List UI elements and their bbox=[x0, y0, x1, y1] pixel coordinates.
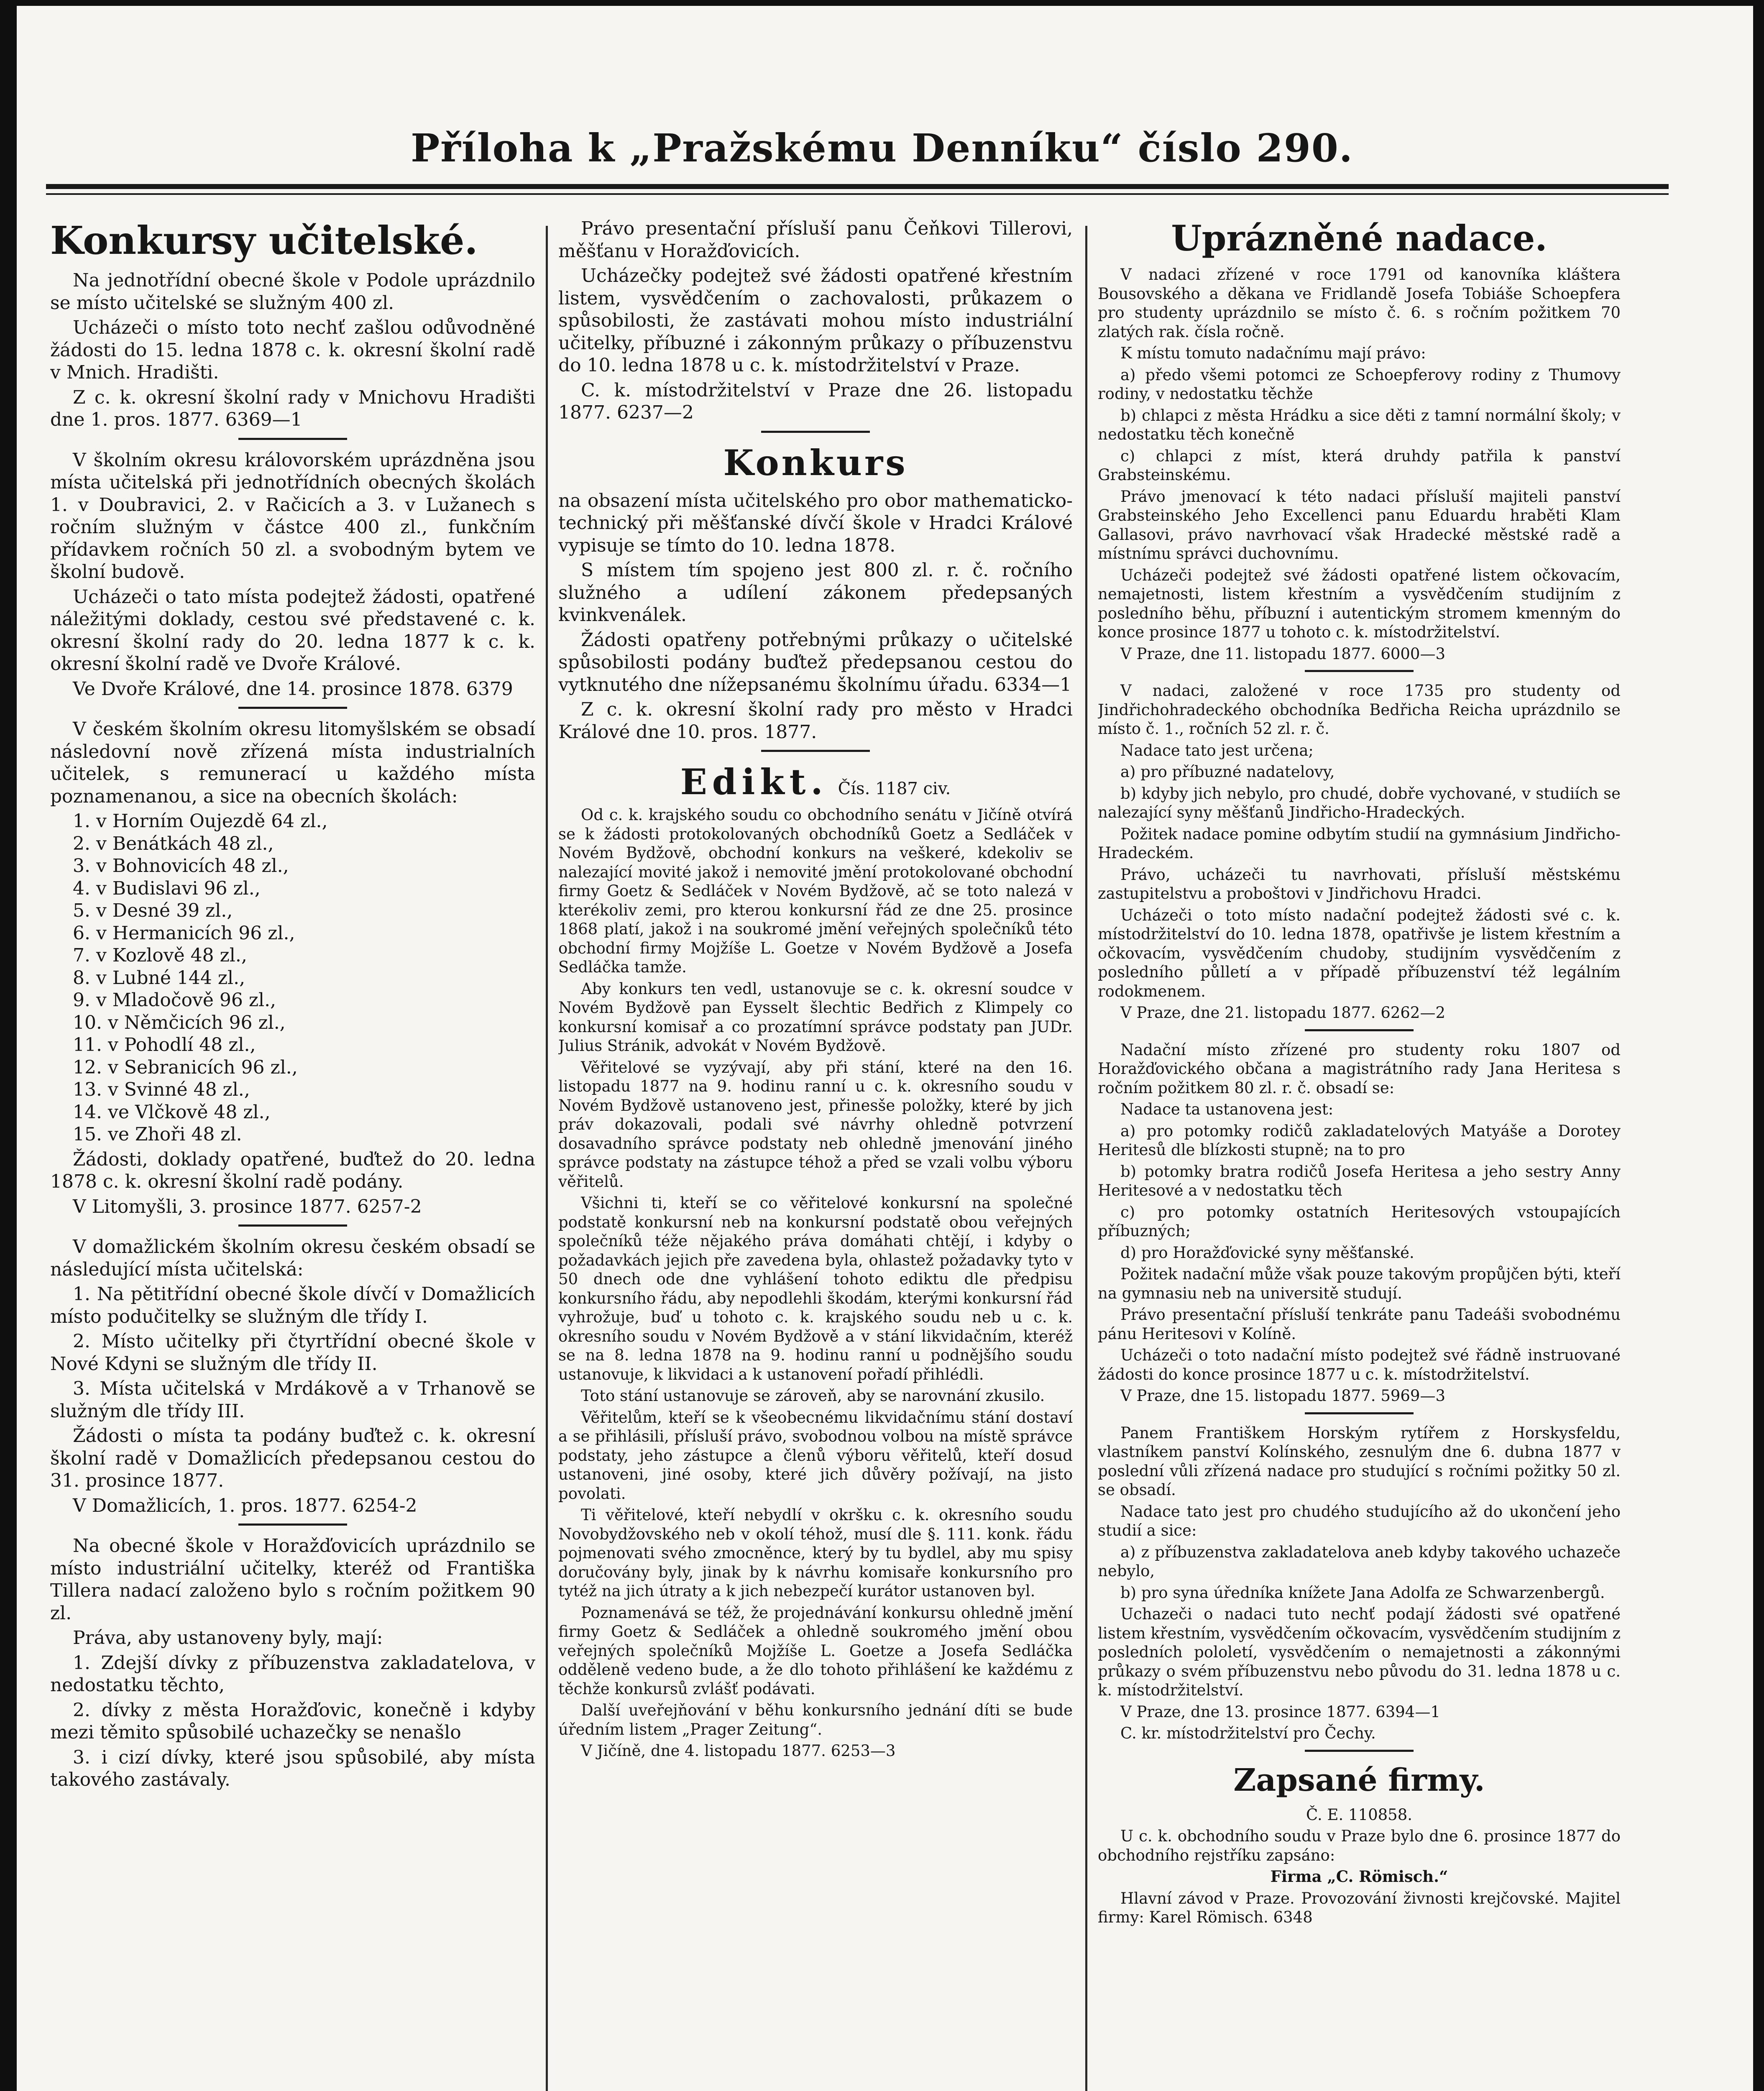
notice-paragraph: c) chlapci z míst, která druhdy patřila k panství Grabsteinskému. bbox=[1098, 447, 1621, 484]
notice-paragraph: a) pro potomky rodičů zakladatelových Matyáše a Dorotey Heritesů dle blízkosti stupně; na to pro bbox=[1098, 1122, 1621, 1159]
notice-paragraph: 3. Místa učitelská v Mrdákově a v Trhanově se služným dle třídy III. bbox=[50, 1378, 535, 1422]
notice-paragraph: Žádosti opatřeny potřebnými průkazy o učitelské spůsobilosti podány buďtež předepsanou cestou do vytknutého dne nížepsanému školnímu úřadu. 6334—1 bbox=[558, 629, 1073, 695]
notice-paragraph: 2. dívky z města Horažďovic, konečně i kdyby mezi těmito spůsobilé uchazečky se nenašlo bbox=[50, 1699, 535, 1743]
notice-paragraph: a) předo všemi potomci ze Schoepferovy rodiny z Thumovy rodiny, v nedostatku těchže bbox=[1098, 366, 1621, 403]
list-item: 11. v Pohodlí 48 zl., bbox=[73, 1034, 256, 1056]
section-heading: Konkurs bbox=[723, 442, 908, 483]
notice-paragraph: Právo presentační přísluší panu Čeňkovi Tillerovi, měšťanu v Horažďovicích. bbox=[558, 218, 1073, 262]
column-divider bbox=[1085, 226, 1087, 2091]
notice-paragraph: V domažlickém školním okresu českém obsadí se následující místa učitelská: bbox=[50, 1236, 535, 1280]
notice-paragraph: Ucházeči o tato místa podejtež žádosti, opatřené náležitými doklady, cestou své představené c. k. okresní školní rady do 20. ledna 1877 k c. k. okresní školní radě ve Dvoře Králové. bbox=[50, 586, 535, 675]
page-header-title: Příloha k „Pražskému Denníku“ číslo 290. bbox=[411, 125, 1353, 171]
notice-paragraph: a) z příbuzenstva zakladatelova aneb kdyby takového uchazeče nebylo, bbox=[1098, 1543, 1621, 1580]
notice-paragraph: Právo jmenovací k této nadaci přísluší majiteli panství Grabsteinského Jeho Excellenci panu Eduardu hraběti Klam Gallasovi, právo navrhovací však Hradecké městské radě a místnímu správci duchovnímu. bbox=[1098, 487, 1621, 562]
notice-paragraph: V českém školním okresu litomyšlském se obsadí následovní nově zřízená místa industrialních učitelek, s remunerací u každého místa poznamenanou, a sice na obecních školách: bbox=[50, 718, 535, 807]
scan-edge-left bbox=[0, 0, 17, 2091]
notice-signature: Z c. k. okresní školní rady pro město v Hradci Králové dne 10. pros. 1877. bbox=[558, 699, 1073, 743]
scan-edge-right bbox=[1753, 0, 1764, 2091]
notice-paragraph: c) pro potomky ostatních Heritesových vstoupajících příbuzných; bbox=[1098, 1203, 1621, 1240]
notice-separator bbox=[761, 750, 870, 752]
notice-paragraph: Ucházeči podejtež své žádosti opatřené listem očkovacím, nemajetnosti, listem křestním a vysvědčením studijním z posledního běhu, příbuzní i autentickým stromem kmenným do konce prosince 1877 u tohoto c. k. místodržitelství. bbox=[1098, 566, 1621, 641]
edikt-number: Čís. 1187 civ. bbox=[838, 779, 951, 798]
list-item: 1. v Horním Oujezdě 64 zl., bbox=[73, 810, 328, 832]
notice-paragraph: K místu tomuto nadačnímu mají právo: bbox=[1120, 344, 1426, 362]
column-3 bbox=[1098, 217, 1621, 2091]
notice-separator bbox=[1305, 1029, 1414, 1031]
notice-signature: V Domažlicích, 1. pros. 1877. 6254-2 bbox=[73, 1495, 417, 1516]
column-2 bbox=[558, 217, 1073, 2091]
notice-paragraph: b) chlapci z města Hrádku a sice děti z tamní normální školy; v nedostatku těch konečně bbox=[1098, 406, 1621, 443]
notice-paragraph: Věřitelům, kteří se k všeobecnému likvidačnímu stání dostaví a se přihlásili, přísluší právo, svobodnou volbou na místě správce podstaty, jeho zástupce a členů výboru věřitelů, kteří dosud ustanoveni, jiné osoby, které jich důvěry požívají, na jisto povolati. bbox=[558, 1408, 1073, 1503]
register-number: Č. E. 110858. bbox=[1306, 1805, 1413, 1824]
notice-paragraph: na obsazení místa učitelského pro obor mathematicko-technický při měšťanské dívčí škole v Hradci Králové vypisuje se tímto do 10. ledna 1878. bbox=[558, 490, 1073, 556]
notice-paragraph: Poznamenává se též, že projednávání konkursu ohledně jmění firmy Goetz & Sedláček a ohledně soukromého jmění obou veřejných společníků Mojžíše L. Goetze a Josefa Sedláčka odděleně vedeno bude, a že dlo tohoto přihlášení ke každému z těchže konkursů zvlášť podávati. bbox=[558, 1603, 1073, 1698]
notice-paragraph: d) pro Horažďovické syny měšťanské. bbox=[1120, 1243, 1414, 1262]
notice-paragraph: 3. i cizí dívky, které jsou spůsobilé, aby místa takového zastávaly. bbox=[50, 1746, 535, 1790]
notice-paragraph: Požitek nadace pomine odbytím studií na gymnásium Jindřicho-Hradeckém. bbox=[1098, 825, 1621, 862]
list-item: 4. v Budislavi 96 zl., bbox=[73, 877, 261, 899]
notice-signature: C. k. místodržitelství v Praze dne 26. listopadu 1877. 6237—2 bbox=[558, 379, 1073, 423]
notice-paragraph: Nadační místo zřízené pro studenty roku 1807 od Horažďovického občana a magistrátního rady Jana Heritesa s ročním požitkem 80 zl. r. č. obsadí se: bbox=[1098, 1040, 1621, 1097]
list-item: 14. ve Vlčkově 48 zl., bbox=[73, 1101, 271, 1123]
list-item: 8. v Lubné 144 zl., bbox=[73, 967, 245, 989]
notice-signature: V Praze, dne 21. listopadu 1877. 6262—2 bbox=[1120, 1004, 1446, 1022]
notice-separator bbox=[238, 707, 347, 709]
notice-signature: V Praze, dne 11. listopadu 1877. 6000—3 bbox=[1120, 644, 1446, 663]
list-item: 3. v Bohnovicích 48 zl., bbox=[73, 855, 289, 877]
notice-paragraph: Hlavní závod v Praze. Provozování živnosti krejčovské. Majitel firmy: Karel Römisch. 6348 bbox=[1098, 1889, 1621, 1926]
list-item: 7. v Kozlově 48 zl., bbox=[73, 945, 247, 966]
firm-name: Firma „C. Römisch.“ bbox=[1270, 1867, 1448, 1886]
notice-separator bbox=[1305, 1412, 1414, 1414]
notice-separator bbox=[238, 1224, 347, 1227]
notice-paragraph: U c. k. obchodního soudu v Praze bylo dne 6. prosince 1877 do obchodního rejstříku zapsáno: bbox=[1098, 1827, 1621, 1864]
list-item: 12. v Sebranicích 96 zl., bbox=[73, 1056, 298, 1078]
notice-paragraph: 1. Na pětitřídní obecné škole dívčí v Domažlicích místo podučitelky se služným dle třídy I. bbox=[50, 1283, 535, 1327]
school-list bbox=[50, 810, 535, 1146]
notice-signature: C. kr. místodržitelství pro Čechy. bbox=[1120, 1724, 1376, 1742]
header-rule-thin bbox=[46, 193, 1669, 195]
notice-paragraph: 2. Místo učitelky při čtyrtřídní obecné škole v Nové Kdyni se služným dle třídy II. bbox=[50, 1331, 535, 1375]
notice-paragraph: Uchazeči o nadaci tuto nechť podají žádosti své opatřené listem křestním, vysvědčením očkovacím, vysvědčením studijním z posledních pololetí, vysvědčením o nemajetnosti a zákonnými průkazy o svém příbuzenstvu nebo původu do 31. ledna 1878 u c. k. místodržitelství. bbox=[1098, 1605, 1621, 1699]
notice-paragraph: Věřitelové se vyzývají, aby při stání, které na den 16. listopadu 1877 na 9. hodinu ranní u c. k. okresního soudu v Novém Bydžově ustanoveno jest, přinesše položky, které by jich práv dokazovali, podali své návrhy ohledně potvrzení dosavadního správce podstaty neb ohledně jmenování jiného správce podstaty na zástupce téhož a před se vzali volbu výboru věřitelů. bbox=[558, 1058, 1073, 1191]
list-item: 10. v Němčicích 96 zl., bbox=[73, 1012, 286, 1033]
notice-paragraph: Žádosti, doklady opatřené, buďtež do 20. ledna 1878 c. k. okresní školní radě podány. bbox=[50, 1148, 535, 1192]
notice-paragraph: Ucházeči o místo toto nechť zašlou odůvodněné žádosti do 15. ledna 1878 c. k. okresní školní radě v Mnich. Hradišti. bbox=[50, 317, 535, 383]
notice-signature: V Praze, dne 15. listopadu 1877. 5969—3 bbox=[1120, 1387, 1446, 1405]
notice-separator bbox=[1305, 670, 1414, 672]
notice-paragraph: Panem Františkem Horským rytířem z Horskysfeldu, vlastníkem panství Kolínského, zesnulým dne 6. dubna 1877 v poslední vůli zřízená nadace pro studující s ročními požitky 50 zl. se obsadí. bbox=[1098, 1424, 1621, 1499]
notice-signature: V Litomyšli, 3. prosince 1877. 6257-2 bbox=[73, 1196, 422, 1217]
notice-paragraph: b) kdyby jich nebylo, pro chudé, dobře vychované, v studiích se nalezající syny měšťanů Jindřicho-Hradeckých. bbox=[1098, 784, 1621, 821]
notice-paragraph: Od c. k. krajského soudu co obchodního senátu v Jičíně otvírá se k žádosti protokolovaných obchodníků Goetz a Sedláček v Novém Bydžově, obchodní konkurs na veškeré, kdekoliv se nalezající movité jakož i nemovité jmění protokolované obchodní firmy Goetz & Sedláček v Novém Bydžově, ač se toto nalezá v kterékoliv zemi, pro kterou konkursní řád ze dne 25. prosince 1868 platí, jakož i na soukromé jmění veřejných společníků této obchodní firmy Mojžíše L. Goetze v Novém Bydžově a Josefa Sedláčka tamže. bbox=[558, 806, 1073, 976]
notice-paragraph: Právo, ucházeči tu navrhovati, přísluší městskému zastupitelstvu a proboštovi v Jindřichovu Hradci. bbox=[1098, 865, 1621, 902]
header-rule-thick bbox=[46, 184, 1669, 189]
section-heading: Edikt. bbox=[680, 761, 828, 803]
notice-paragraph: Požitek nadační může však pouze takovým propůjčen býti, kteří na gymnasiu neb na universitě studují. bbox=[1098, 1265, 1621, 1302]
notice-paragraph: V nadaci, založené v roce 1735 pro studenty od Jindřichohradeckého obchodníka Bedřicha Reicha uprázdnilo se místo č. 1., ročních 52 zl. r. č. bbox=[1098, 682, 1621, 738]
notice-paragraph: Na obecné škole v Horažďovicích uprázdnilo se místo industriální učitelky, kteréž od Františka Tillera nadací založeno bylo s ročním požitkem 90 zl. bbox=[50, 1535, 535, 1624]
notice-paragraph: Ucházečky podejtež své žádosti opatřené křestním listem, vysvědčením o zachovalosti, průkazem o spůsobilosti, že zastávati mohou místo industriální učitelky, příbuzné i zákonným průkazy o příbuzenstvu do 10. ledna 1878 u c. k. místodržitelství v Praze. bbox=[558, 265, 1073, 376]
notice-paragraph: Práva, aby ustanoveny byly, mají: bbox=[73, 1627, 383, 1649]
notice-paragraph: Nadace tato jest určena; bbox=[1120, 741, 1314, 759]
notice-paragraph: Nadace tato jest pro chudého studujícího až do ukončení jeho studií a sice: bbox=[1098, 1502, 1621, 1539]
notice-separator bbox=[1305, 1750, 1414, 1752]
section-heading: Uprázněné nadace. bbox=[1171, 217, 1547, 259]
notice-paragraph: Další uveřejňování v běhu konkursního jednání díti se bude úředním listem „Prager Zeitung“. bbox=[558, 1701, 1073, 1738]
notice-paragraph: Právo presentační přísluší tenkráte panu Tadeáši svobodnému pánu Heritesovi v Kolíně. bbox=[1098, 1306, 1621, 1343]
scan-edge-top bbox=[0, 0, 1764, 6]
notice-paragraph: Ti věřitelové, kteří nebydlí v okršku c. k. okresního soudu Novobydžovského neb v okolí téhož, musí dle §. 111. konk. řádu pojmenovati svého zmocněnce, který by tu bydlel, aby mu spisy doručovány byly, jinak by k návrhu komisaře konkursního pro tytéž na jich útraty a k jich nebezpečí kurátor ustanoven byl. bbox=[558, 1506, 1073, 1600]
notice-signature: Ve Dvoře Králové, dne 14. prosince 1878. 6379 bbox=[73, 678, 513, 700]
notice-signature: V Praze, dne 13. prosince 1877. 6394—1 bbox=[1120, 1702, 1440, 1721]
notice-paragraph: Nadace ta ustanovena jest: bbox=[1120, 1100, 1334, 1118]
notice-separator bbox=[238, 1524, 347, 1526]
notice-separator bbox=[761, 431, 870, 433]
notice-paragraph: a) pro příbuzné nadatelovy, bbox=[1120, 763, 1335, 781]
notice-paragraph: Ucházeči o toto nadační místo podejtež své řádně instruované žádosti do konce prosince 1877 u c. k. místodržitelství. bbox=[1098, 1346, 1621, 1383]
notice-paragraph: Aby konkurs ten vedl, ustanovuje se c. k. okresní soudce v Novém Bydžově pan Eysselt šlechtic Bedřich z Klimpely co konkursní komisař a co prozatímní správce podstaty pan JUDr. Julius Stránik, advokát v Novém Bydžově. bbox=[558, 979, 1073, 1055]
notice-paragraph: V školním okresu královorském uprázdněna jsou místa učitelská při jednotřídních obecných školách 1. v Doubravici, 2. v Račicích a 3. v Lužanech s ročním služným v částce 400 zl., funkčním přídavkem ročních 50 zl. a svobodným bytem ve školní budově. bbox=[50, 449, 535, 583]
section-heading: Konkursy učitelské. bbox=[50, 218, 478, 263]
notice-paragraph: b) pro syna úředníka knížete Jana Adolfa ze Schwarzenbergů. bbox=[1120, 1583, 1605, 1602]
list-item: 13. v Svinné 48 zl., bbox=[73, 1079, 250, 1100]
notice-signature: V Jičíně, dne 4. listopadu 1877. 6253—3 bbox=[581, 1742, 896, 1760]
column-1 bbox=[50, 217, 535, 2091]
notice-paragraph: V nadaci zřízené v roce 1791 od kanovníka kláštera Bousovského a děkana ve Fridlandě Josefa Tobiáše Schoepfera pro studenty uprázdnilo se místo č. 6. s ročním požitkem 70 zlatých rak. čísla ročně. bbox=[1098, 266, 1621, 341]
list-item: 9. v Mladočově 96 zl., bbox=[73, 989, 276, 1011]
notice-paragraph: Na jednotřídní obecné škole v Podole uprázdnilo se místo učitelské se služným 400 zl. bbox=[50, 270, 535, 314]
notice-paragraph: b) potomky bratra rodičů Josefa Heritesa a jeho sestry Anny Heritesové a v nedostatku těch bbox=[1098, 1162, 1621, 1199]
notice-paragraph: Ucházeči o toto místo nadační podejtež žádosti své c. k. místodržitelství do 10. ledna 1878, opatřivše je listem křestním a očkovacím, vysvědčením chudoby, studijním vysvědčením z posledního půlletí a v případě příbuzenství též legálním rodokmenem. bbox=[1098, 906, 1621, 1000]
notice-paragraph: Toto stání ustanovuje se zároveň, aby se narovnání zkusilo. bbox=[581, 1387, 1045, 1405]
edikt-heading-row bbox=[558, 761, 1073, 803]
list-item: 15. ve Zhoři 48 zl. bbox=[73, 1124, 242, 1145]
notice-paragraph: S místem tím spojeno jest 800 zl. r. č. ročního služného a udílení zákonem předepsaných kvinkvenálek. bbox=[558, 560, 1073, 626]
list-item: 2. v Benátkách 48 zl., bbox=[73, 833, 274, 854]
notice-separator bbox=[238, 438, 347, 440]
notice-paragraph: Všichni ti, kteří se co věřitelové konkursní na společné podstatě konkursní neb na konkursní podstatě obou veřejných společníků téže nějakého práva domáhati chtějí, i kdyby o požadavkách jejich pře zavedena byla, ohlastež požadavky tyto v 50 dnech ode dne vyhlášení tohoto ediktu dle předpisu konkursního řádu, aby nepodlehli škodám, kterými konkursní řád vyhrožuje, buď u tohoto c. k. krajského soudu neb u c. k. okresního soudu v Novém Bydžově a v stání likvidačním, kteréž se na 8. ledna 1878 na 9. hodinu ranní u podnějšího soudu ustanovuje, k likvidaci a k ustanovení pořadí přihlédli. bbox=[558, 1194, 1073, 1383]
notice-signature: Z c. k. okresní školní rady v Mnichovu Hradišti dne 1. pros. 1877. 6369—1 bbox=[50, 386, 535, 430]
list-item: 6. v Hermanicích 96 zl., bbox=[73, 922, 295, 944]
notice-paragraph: 1. Zdejší dívky z příbuzenstva zakladatelova, v nedostatku těchto, bbox=[50, 1652, 535, 1696]
column-divider bbox=[546, 226, 548, 2091]
section-heading: Zapsané firmy. bbox=[1233, 1762, 1485, 1798]
list-item: 5. v Desné 39 zl., bbox=[73, 900, 233, 921]
notice-paragraph: Žádosti o místa ta podány buďtež c. k. okresní školní radě v Domažlicích předepsanou cestou do 31. prosince 1877. bbox=[50, 1425, 535, 1491]
